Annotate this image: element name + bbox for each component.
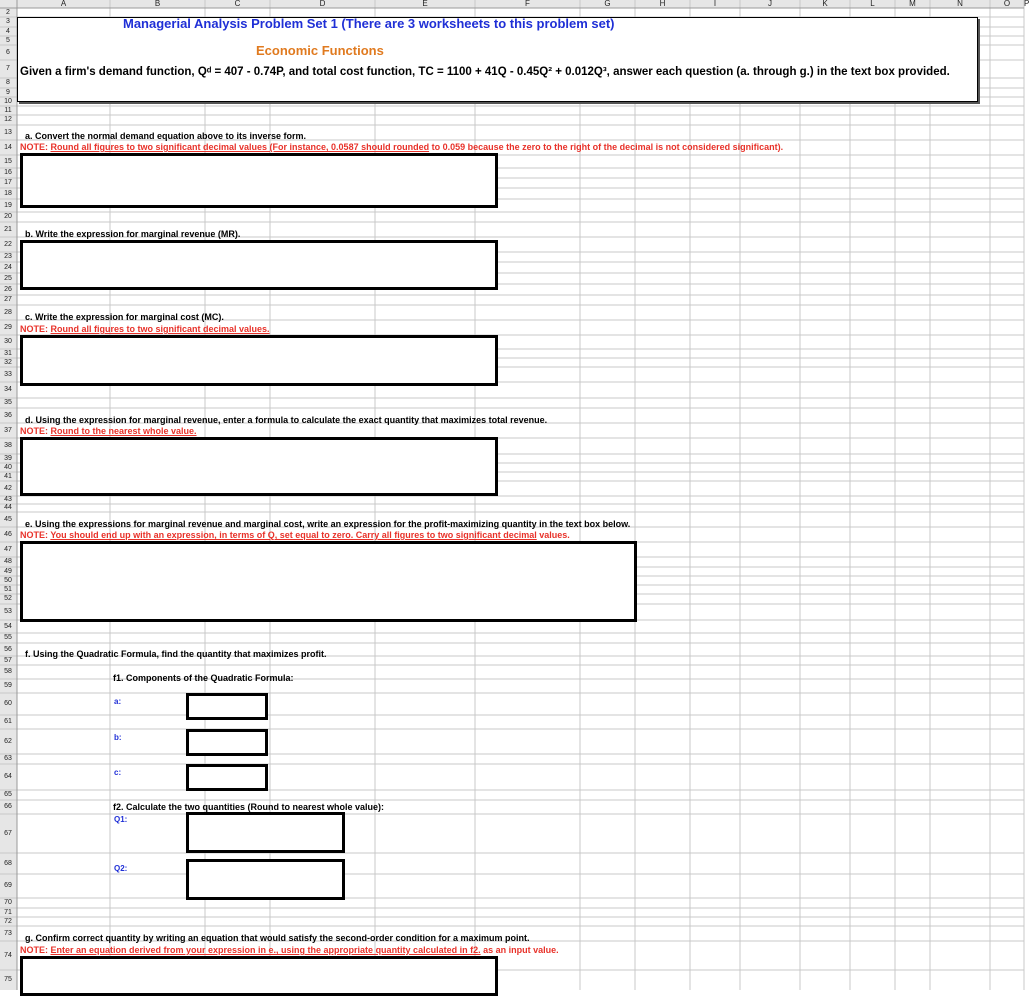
column-header[interactable]: E <box>422 0 428 8</box>
page-title: Managerial Analysis Problem Set 1 (There are 3 worksheets to this problem set) <box>123 16 615 31</box>
label-q2: Q2: <box>114 864 128 873</box>
row-header[interactable]: 7 <box>6 65 10 72</box>
row-header[interactable]: 55 <box>4 634 12 641</box>
label-f1-c: c: <box>114 768 122 777</box>
row-header[interactable]: 51 <box>4 586 12 593</box>
column-header[interactable]: D <box>319 0 326 8</box>
row-header[interactable]: 20 <box>4 213 12 220</box>
answer-box-q2[interactable] <box>186 859 345 900</box>
row-header[interactable]: 37 <box>4 427 12 434</box>
row-header[interactable]: 29 <box>4 324 12 331</box>
row-header[interactable]: 60 <box>4 700 12 707</box>
row-header[interactable]: 72 <box>4 918 12 925</box>
row-header[interactable]: 73 <box>4 930 12 937</box>
question-e: e. Using the expressions for marginal revenue and marginal cost, write an expression for the profit-maximizing quantity in the text box below. <box>25 519 631 529</box>
row-header[interactable]: 63 <box>4 755 12 762</box>
answer-box-q1[interactable] <box>186 812 345 853</box>
answer-box-f1-c[interactable] <box>186 764 268 791</box>
row-header[interactable]: 58 <box>4 668 12 675</box>
row-header[interactable]: 13 <box>4 129 12 136</box>
row-header[interactable]: 71 <box>4 909 12 916</box>
row-header[interactable]: 66 <box>4 803 12 810</box>
given-functions: Given a firm's demand function, Qᵈ = 407 - 0.74P, and total cost function, TC = 1100 + 41Q - 0.45Q² + 0.012Q³, answer each question (a. through g.) in the text box provided. <box>20 66 950 78</box>
row-header[interactable]: 52 <box>4 595 12 602</box>
row-header[interactable]: 6 <box>6 49 10 56</box>
note-g: NOTE: Enter an equation derived from your expression in e., using the appropriate quantity calculated in f2. as an input value. <box>20 945 559 955</box>
answer-box-f1-a[interactable] <box>186 693 268 720</box>
row-header[interactable]: 47 <box>4 546 12 553</box>
question-a: a. Convert the normal demand equation above to its inverse form. <box>25 131 307 141</box>
row-header[interactable]: 42 <box>4 485 12 492</box>
row-header[interactable]: 39 <box>4 455 12 462</box>
row-header[interactable]: 2 <box>6 9 10 16</box>
column-header[interactable]: C <box>234 0 241 8</box>
row-header[interactable]: 18 <box>4 190 12 197</box>
column-header[interactable]: A <box>60 0 67 8</box>
row-header[interactable]: 44 <box>4 504 12 511</box>
row-header[interactable]: 54 <box>4 623 12 630</box>
row-header[interactable]: 43 <box>4 496 12 503</box>
row-header[interactable]: 41 <box>4 473 12 480</box>
row-header[interactable]: 49 <box>4 568 12 575</box>
answer-box-c[interactable] <box>20 335 498 386</box>
column-header[interactable]: J <box>768 0 772 8</box>
row-header[interactable]: 38 <box>4 442 12 449</box>
answer-box-b[interactable] <box>20 240 498 290</box>
column-header[interactable]: L <box>870 0 875 8</box>
row-header[interactable]: 12 <box>4 116 12 123</box>
answer-box-e[interactable] <box>20 541 637 622</box>
row-header[interactable]: 5 <box>6 37 10 44</box>
label-f1-b: b: <box>114 733 122 742</box>
answer-box-g[interactable] <box>20 956 498 996</box>
label-q1: Q1: <box>114 815 128 824</box>
row-header[interactable]: 64 <box>4 773 12 780</box>
row-header[interactable]: 31 <box>4 350 12 357</box>
question-f: f. Using the Quadratic Formula, find the quantity that maximizes profit. <box>25 649 327 659</box>
row-header[interactable]: 65 <box>4 791 12 798</box>
column-header[interactable]: H <box>659 0 666 8</box>
row-header[interactable]: 45 <box>4 516 12 523</box>
note-a: NOTE: Round all figures to two significant decimal values (For instance, 0.0587 should rounded to 0.059 because the zero to the right of the decimal is not considered significant). <box>20 142 784 152</box>
row-header[interactable]: 53 <box>4 608 12 615</box>
page-subtitle: Economic Functions <box>256 43 384 58</box>
row-header[interactable]: 11 <box>4 107 12 114</box>
row-header[interactable]: 30 <box>4 338 12 345</box>
row-header[interactable]: 74 <box>4 952 12 959</box>
column-header[interactable]: K <box>822 0 828 8</box>
row-header[interactable]: 8 <box>6 79 10 86</box>
question-f1: f1. Components of the Quadratic Formula: <box>113 673 294 683</box>
column-header[interactable]: B <box>154 0 161 8</box>
note-c: NOTE: Round all figures to two significant decimal values. <box>20 324 270 334</box>
row-header[interactable]: 17 <box>4 179 12 186</box>
row-header[interactable]: 10 <box>4 98 12 105</box>
row-header[interactable]: 48 <box>4 558 12 565</box>
column-header[interactable]: F <box>525 0 530 8</box>
row-header[interactable]: 3 <box>6 18 10 25</box>
row-header[interactable]: 57 <box>4 657 12 664</box>
row-header[interactable]: 24 <box>4 264 12 271</box>
question-g: g. Confirm correct quantity by writing an equation that would satisfy the second-order condition for a maximum point. <box>25 933 530 943</box>
row-header[interactable]: 26 <box>4 286 12 293</box>
note-d: NOTE: Round to the nearest whole value. <box>20 426 197 436</box>
row-header[interactable]: 22 <box>4 241 12 248</box>
question-c: c. Write the expression for marginal cost (MC). <box>25 312 224 322</box>
row-header[interactable]: 28 <box>4 309 12 316</box>
row-header[interactable]: 69 <box>4 882 12 889</box>
row-header[interactable]: 19 <box>4 202 12 209</box>
question-b: b. Write the expression for marginal revenue (MR). <box>25 229 241 239</box>
row-header[interactable]: 32 <box>4 359 12 366</box>
row-header[interactable]: 25 <box>4 275 12 282</box>
answer-box-d[interactable] <box>20 437 498 496</box>
column-header[interactable]: G <box>604 0 611 8</box>
row-header[interactable]: 75 <box>4 976 12 983</box>
column-header[interactable]: M <box>909 0 916 8</box>
question-d: d. Using the expression for marginal revenue, enter a formula to calculate the exact quantity that maximizes total revenue. <box>25 415 548 425</box>
note-e: NOTE: You should end up with an expression, in terms of Q, set equal to zero. Carry all figures to two significant decimal values. <box>20 530 570 540</box>
row-header[interactable]: 61 <box>4 718 12 725</box>
row-header[interactable]: 62 <box>4 738 12 745</box>
row-header[interactable]: 9 <box>6 89 10 96</box>
row-header[interactable]: 34 <box>4 386 12 393</box>
row-header[interactable]: 46 <box>4 531 12 538</box>
row-header[interactable]: 35 <box>4 399 12 406</box>
column-header[interactable]: N <box>957 0 963 8</box>
row-header[interactable]: 36 <box>4 412 12 419</box>
row-header[interactable]: 59 <box>4 682 12 689</box>
column-header[interactable]: O <box>1003 0 1011 8</box>
row-header[interactable]: 14 <box>4 144 12 151</box>
row-header[interactable]: 16 <box>4 169 12 176</box>
row-header[interactable]: 68 <box>4 860 12 867</box>
answer-box-f1-b[interactable] <box>186 729 268 756</box>
column-header[interactable]: I <box>713 0 717 8</box>
row-header[interactable]: 21 <box>4 226 12 233</box>
row-header[interactable]: 50 <box>4 577 12 584</box>
row-header[interactable]: 70 <box>4 899 12 906</box>
row-header[interactable]: 4 <box>6 28 10 35</box>
question-f2: f2. Calculate the two quantities (Round to nearest whole value): <box>113 802 385 812</box>
row-header[interactable]: 33 <box>4 371 12 378</box>
row-header[interactable]: 40 <box>4 464 12 471</box>
row-header[interactable]: 67 <box>4 830 12 837</box>
answer-box-a[interactable] <box>20 153 498 208</box>
row-header[interactable]: 27 <box>4 296 12 303</box>
row-header[interactable]: 56 <box>4 646 12 653</box>
row-header[interactable]: 15 <box>4 158 12 165</box>
label-f1-a: a: <box>114 697 122 706</box>
row-header[interactable]: 23 <box>4 253 12 260</box>
